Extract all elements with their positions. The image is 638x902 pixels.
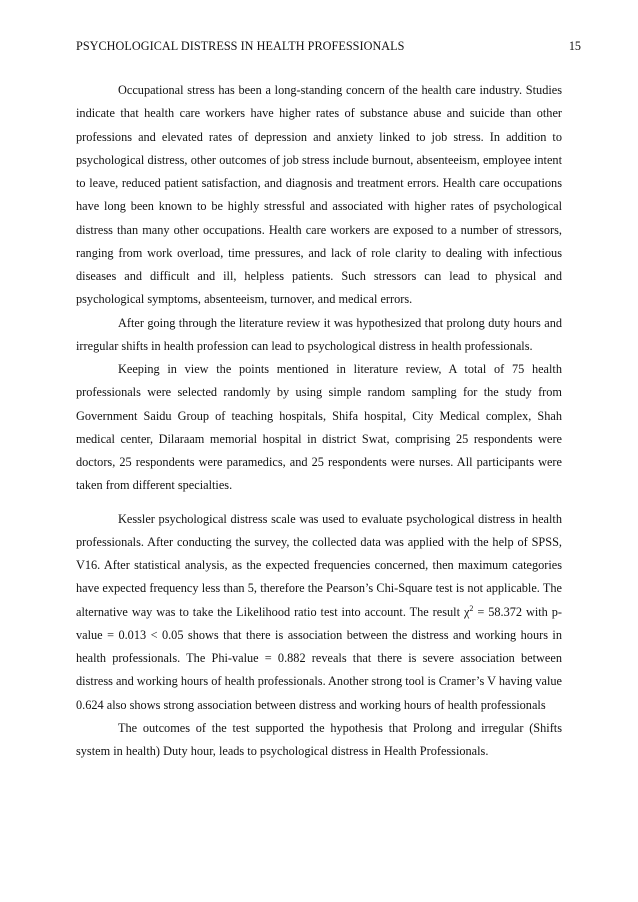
paragraph-conclusion: The outcomes of the test supported the hypothesis that Prolong and irregular (Shifts system in health) Duty hour, leads to psychological distress in Health Professionals. — [76, 720, 562, 758]
analysis-text-before-chi: Kessler psychological distress scale was used to evaluate psychological distress in health professionals. After conducting the survey, the collected data was applied with the help of SPSS, V16. After statistical analysis, as the expected frequencies concerned, then maximum categories have expected frequency less than 5, therefore the Pearson’s Chi-Square test is not applicable. The alternative way was to take the Likelihood ratio test into account. The result — [76, 511, 562, 619]
paragraph-statistical-analysis — [76, 508, 562, 717]
running-header — [76, 37, 581, 55]
chi-square-symbol: χ — [463, 604, 470, 619]
running-title: PSYCHOLOGICAL DISTRESS IN HEALTH PROFESSIONALS — [76, 39, 405, 53]
paragraph-hypothesis: After going through the literature review it was hypothesized that prolong duty hours and irregular shifts in health profession can lead to psychological distress in health professionals. — [76, 315, 562, 353]
body-text — [76, 79, 562, 763]
page-number: 15 — [568, 39, 581, 53]
chi-square-superscript: 2 — [469, 603, 474, 613]
paragraph-sampling: Keeping in view the points mentioned in literature review, A total of 75 health professionals were selected randomly by using simple random sampling for the study from Government Saidu Group of teaching hospitals, Shifa hospital, City Medical complex, Shah medical center, Dilaraam memorial hospital in district Swat, comprising 25 respondents were doctors, 25 respondents were paramedics, and 25 respondents were nurses. All participants were taken from different specialties. — [76, 362, 562, 493]
paragraph-occupational-stress: Occupational stress has been a long-standing concern of the health care industry. Studies indicate that health care workers have higher rates of substance abuse and suicide than other professions and elevated rates of depression and anxiety linked to job stress. In addition to psychological distress, other outcomes of job stress include burnout, absenteeism, employee intent to leave, reduced patient satisfaction, and diagnosis and treatment errors. Health care occupations have long been known to be highly stressful and associated with higher rates of psychological distress than many other occupations. Health care workers are exposed to a number of stressors, ranging from work overload, time pressures, and lack of role clarity to dealing with infectious diseases and difficult and ill, helpless patients. Such stressors can lead to physical and psychological symptoms, absenteeism, turnover, and medical errors. — [76, 83, 562, 307]
analysis-text-after-chi: = 58.372 with p-value = 0.013 < 0.05 shows that there is association between the distress and working hours in health professionals. The Phi-value = 0.882 reveals that there is severe association between distress and working hours of health professionals. Another strong tool is Cramer’s V having value 0.624 also shows strong association between distress and working hours of health professionals — [76, 604, 563, 712]
